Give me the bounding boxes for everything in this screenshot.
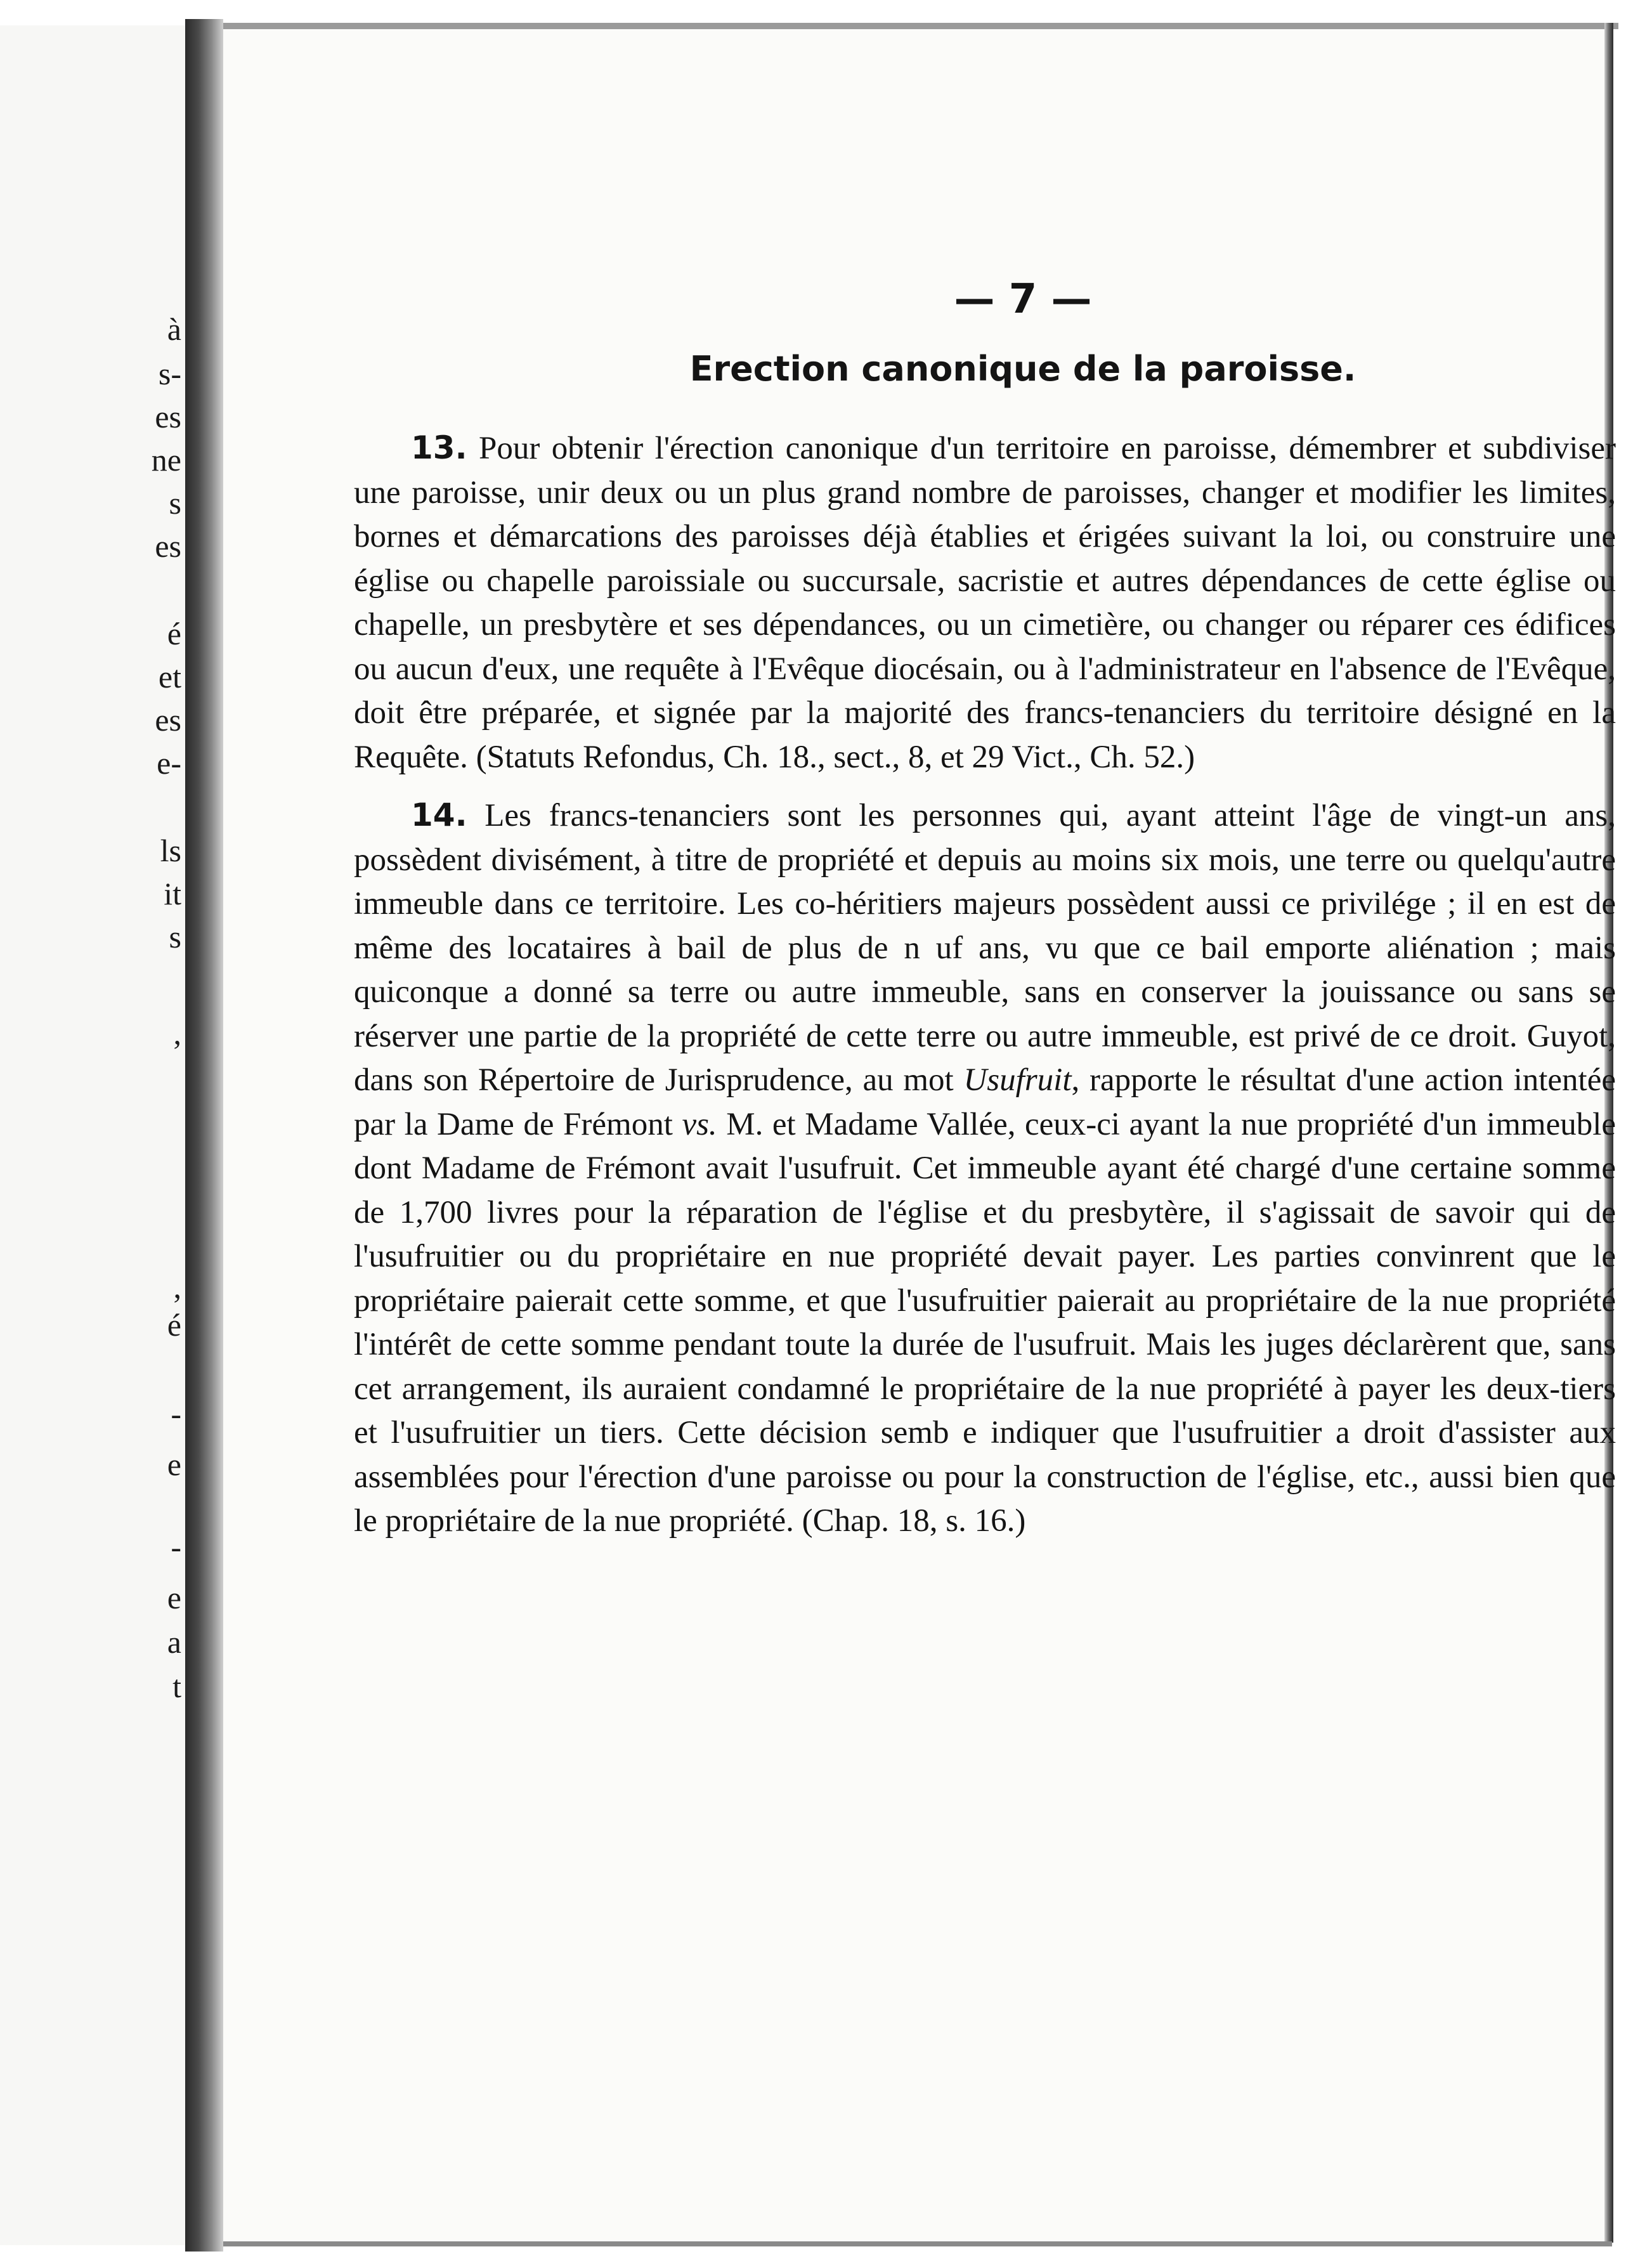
italic-term: vs. xyxy=(682,1106,717,1142)
left-fragment: s- xyxy=(158,356,181,391)
paragraph-text: M. et Madame Vallée, ceux-ci ayant la nue propriété d'un immeuble dont Madame de Frémont avait l'usufruit. Cet immeuble ayant été chargé d'une certaine somme de 1,700 livres pour la réparation de l'église et du presbytère, il s'agissait de savoir qui de l'usufruitier ou du propriétaire en nue propriété devait payer. Les parties convinrent que le propriétaire paierait cette somme, et que l'usufruitier paierait au propriétaire de la nue propriété l'intérêt de cette somme pendant toute la durée de l'usufruit. Mais les juges déclarèrent que, sans cet arrangement, ils auraient condamné le propriétaire de la nue propriété à payer les deux-tiers et l'usufruitier un tiers. Cette décision semb e indiquer que l'usufruitier a droit d'assister aux assemblées pour l'érection d'une paroisse ou pour la construction de l'église, etc., aussi bien que le propriétaire de la nue propriété. (Chap. 18, s. 16.) xyxy=(354,1106,1616,1539)
left-fragment: é xyxy=(167,1307,181,1343)
left-fragment: t xyxy=(172,1669,181,1704)
left-fragment: e- xyxy=(157,745,181,781)
left-fragment: ls xyxy=(160,833,181,868)
italic-term: Usufruit xyxy=(963,1062,1072,1098)
left-fragment: , xyxy=(173,1269,181,1305)
left-fragment: es xyxy=(155,528,181,564)
left-fragment: , xyxy=(173,1015,181,1051)
left-fragment: - xyxy=(171,1396,181,1431)
paragraph-number: 13. xyxy=(411,429,467,466)
left-fragment: a xyxy=(167,1624,181,1660)
left-fragment: es xyxy=(155,702,181,738)
page-edge-bottom xyxy=(223,2241,1612,2246)
adjacent-left-page xyxy=(0,25,185,2245)
page-number: — 7 — xyxy=(954,276,1092,323)
left-page-text-fragments xyxy=(0,25,185,2245)
left-fragment: et xyxy=(158,659,181,694)
left-fragment: à xyxy=(167,311,181,347)
left-fragment: é xyxy=(167,616,181,651)
left-fragment: e xyxy=(167,1580,181,1615)
page-edge-top xyxy=(223,23,1618,29)
left-fragment: ne xyxy=(151,442,181,478)
paragraph-14 xyxy=(354,793,1616,1544)
section-heading: Erection canonique de la paroisse. xyxy=(689,349,1356,389)
left-fragment: it xyxy=(164,876,181,911)
book-page xyxy=(223,29,1616,2241)
page-content xyxy=(354,268,1616,1544)
left-fragment: s xyxy=(169,485,181,521)
paragraph-number: 14. xyxy=(411,797,467,833)
left-fragment: s xyxy=(169,919,181,955)
left-fragment: - xyxy=(171,1529,181,1565)
paragraph-text: Pour obtenir l'érection canonique d'un territoire en paroisse, démembrer et subdiviser une paroisse, unir deux ou un plus grand nombre de paroisses, changer et modifier les limites, bornes et démarcations des paroisses déjà établies et érigées suivant la loi, ou construire une église ou chapelle paroissiale ou succursale, sacristie et autres dépendances de cette église ou chapelle, un presbytère et ses dépendances, ou un cimetière, ou changer ou réparer ces édifices ou aucun d'eux, une requête à l'Evêque diocésain, ou à l'administrateur en l'absence de l'Evêque, doit être préparée, et signée par la majorité des francs-tenanciers du territoire désigné en la Requête. (Statuts Refondus, Ch. 18., sect., 8, et 29 Vict., Ch. 52.) xyxy=(354,431,1616,775)
left-fragment: es xyxy=(155,399,181,434)
book-spine-shadow xyxy=(185,19,223,2252)
left-fragment: e xyxy=(167,1447,181,1482)
paragraph-text: Les francs-tenanciers sont les personnes qui, ayant atteint l'âge de vingt-un ans, possèdent divisément, à titre de propriété et depuis au moins six mois, une terre ou quelqu'autre immeuble dans ce territoire. Les co-héritiers majeurs possèdent aussi ce privilége ; il en est de même des locataires à bail de plus de n uf ans, vu que ce bail emporte aliénation ; mais quiconque a donné sa terre ou autre immeuble, sans en conserver la jouissance ou sans se réserver une partie de la propriété de cette terre ou autre immeuble, est privé de ce droit. Guyot, dans son Répertoire de Jurisprudence, au mot xyxy=(354,798,1616,1098)
paragraph-13 xyxy=(354,426,1616,779)
paragraph-text: , rapporte le résultat d'une action intentée par la Dame de Frémont xyxy=(354,1062,1616,1142)
